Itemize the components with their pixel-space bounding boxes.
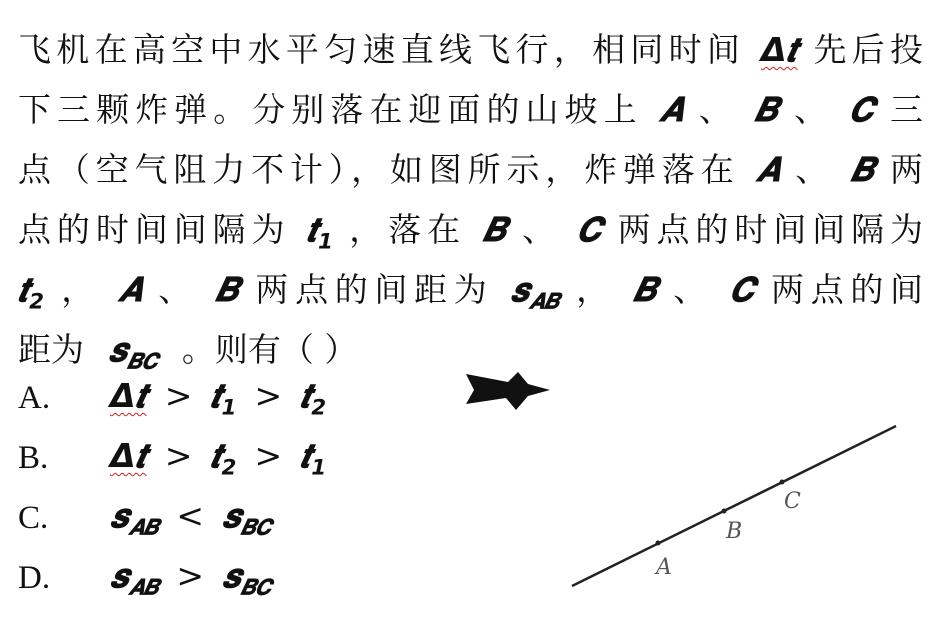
operator: < — [176, 495, 205, 535]
question-text — [18, 20, 923, 380]
subscript: 𝑩𝑪 — [126, 349, 158, 375]
airplane-icon — [466, 372, 550, 410]
option-d[interactable] — [18, 548, 326, 608]
label-a: A — [656, 555, 672, 580]
delta-t-symbol: Δ𝒕 — [110, 375, 147, 415]
option-c[interactable] — [18, 488, 326, 548]
answer-options — [18, 368, 326, 608]
point-b-symbol: 𝑩 — [482, 210, 506, 249]
separator: 、 — [158, 270, 198, 309]
operator: > — [254, 435, 283, 475]
option-expression — [110, 436, 326, 481]
option-expression — [110, 376, 326, 421]
option-letter: D. — [18, 559, 51, 596]
t-symbol: 𝒕 — [300, 375, 312, 415]
text-segment: 下三颗炸弹。分别落在迎面的山坡上 — [18, 90, 643, 129]
option-letter: C. — [18, 499, 49, 536]
point-a-symbol: 𝑨 — [755, 150, 779, 189]
separator: 、 — [698, 90, 738, 129]
point-a-symbol: 𝑨 — [118, 270, 142, 309]
point-b-symbol: 𝑩 — [754, 90, 778, 129]
subscript: 𝑨𝑩 — [528, 289, 559, 315]
point-c-symbol: 𝑪 — [730, 270, 754, 309]
t2-symbol — [18, 270, 45, 315]
option-letter: B. — [18, 439, 49, 476]
option-expression — [110, 556, 271, 601]
point-b-symbol: 𝑩 — [215, 270, 239, 309]
subscript: 2 — [29, 289, 45, 315]
text-segment: 两 — [890, 150, 923, 189]
s-symbol: 𝒔 — [510, 270, 529, 309]
text-segment: 先后投 — [813, 30, 923, 69]
point-a-symbol: 𝑨 — [659, 90, 683, 129]
option-letter: A. — [18, 379, 51, 416]
s-symbol: 𝒔 — [222, 495, 241, 535]
text-segment: 点的时间间隔为 — [18, 210, 291, 249]
subscript: 1 — [311, 455, 327, 481]
s-symbol: 𝒔 — [110, 495, 129, 535]
separator: 、 — [673, 270, 713, 309]
question-line-4 — [18, 200, 923, 260]
text-segment: 飞机在高空中水平匀速直线飞行，相同时间 — [18, 30, 746, 69]
text-segment: 两点的时间间隔为 — [617, 210, 923, 249]
text-segment: ，落在 — [349, 210, 467, 249]
delta-t-symbol: Δ𝒕 — [760, 30, 798, 69]
t-symbol: 𝒕 — [18, 270, 30, 309]
t-symbol: 𝒕 — [210, 375, 222, 415]
point-b-marker — [722, 509, 727, 514]
separator: 、 — [794, 90, 834, 129]
separator: ， — [61, 270, 101, 309]
s-symbol: 𝒔 — [222, 555, 241, 595]
subscript: 𝑩𝑪 — [240, 575, 271, 601]
slope-figure — [460, 360, 920, 620]
separator: 、 — [795, 150, 835, 189]
operator: > — [254, 375, 283, 415]
s-symbol: 𝒔 — [110, 555, 129, 595]
operator: > — [164, 375, 193, 415]
point-c-symbol: 𝑪 — [577, 210, 602, 249]
option-a[interactable] — [18, 368, 326, 428]
label-c: C — [784, 489, 801, 514]
t-symbol: 𝒕 — [300, 435, 312, 475]
question-line-2 — [18, 80, 923, 140]
operator: > — [176, 555, 205, 595]
text-segment: 距为 — [18, 330, 84, 369]
option-b[interactable] — [18, 428, 326, 488]
subscript: 2 — [311, 395, 327, 421]
separator: ， — [576, 270, 616, 309]
slope-line — [572, 426, 896, 586]
t-symbol: 𝒕 — [210, 435, 222, 475]
point-c-symbol: 𝑪 — [849, 90, 874, 129]
point-a-marker — [656, 541, 661, 546]
separator: 、 — [522, 210, 561, 249]
operator: > — [164, 435, 193, 475]
text-segment: 三 — [889, 90, 923, 129]
subscript: 2 — [221, 455, 237, 481]
t1-symbol — [306, 210, 333, 255]
text-segment: 两点的间 — [771, 270, 924, 309]
subscript: 𝑨𝑩 — [128, 575, 159, 601]
subscript: 1 — [317, 229, 333, 255]
t-symbol: 𝒕 — [306, 210, 318, 249]
subscript: 𝑩𝑪 — [240, 515, 271, 541]
delta-t-symbol: Δ𝒕 — [110, 435, 147, 475]
text-segment: 点（空气阻力不计），如图所示，炸弹落在 — [18, 150, 740, 189]
point-c-marker — [780, 480, 785, 485]
point-b-symbol: 𝑩 — [632, 270, 657, 309]
s-ab-symbol — [510, 270, 559, 315]
s-bc-symbol — [108, 330, 158, 375]
subscript: 𝑨𝑩 — [128, 515, 159, 541]
text-segment: 。则有（ ） — [181, 330, 358, 369]
subscript: 1 — [221, 395, 237, 421]
question-line-1 — [18, 20, 923, 80]
label-b: B — [726, 519, 743, 544]
question-line-3 — [18, 140, 923, 200]
option-expression — [110, 496, 271, 541]
text-segment: 两点的间距为 — [255, 270, 494, 309]
s-symbol: 𝒔 — [108, 330, 127, 369]
question-line-5 — [18, 260, 923, 320]
point-b-symbol: 𝑩 — [850, 150, 874, 189]
